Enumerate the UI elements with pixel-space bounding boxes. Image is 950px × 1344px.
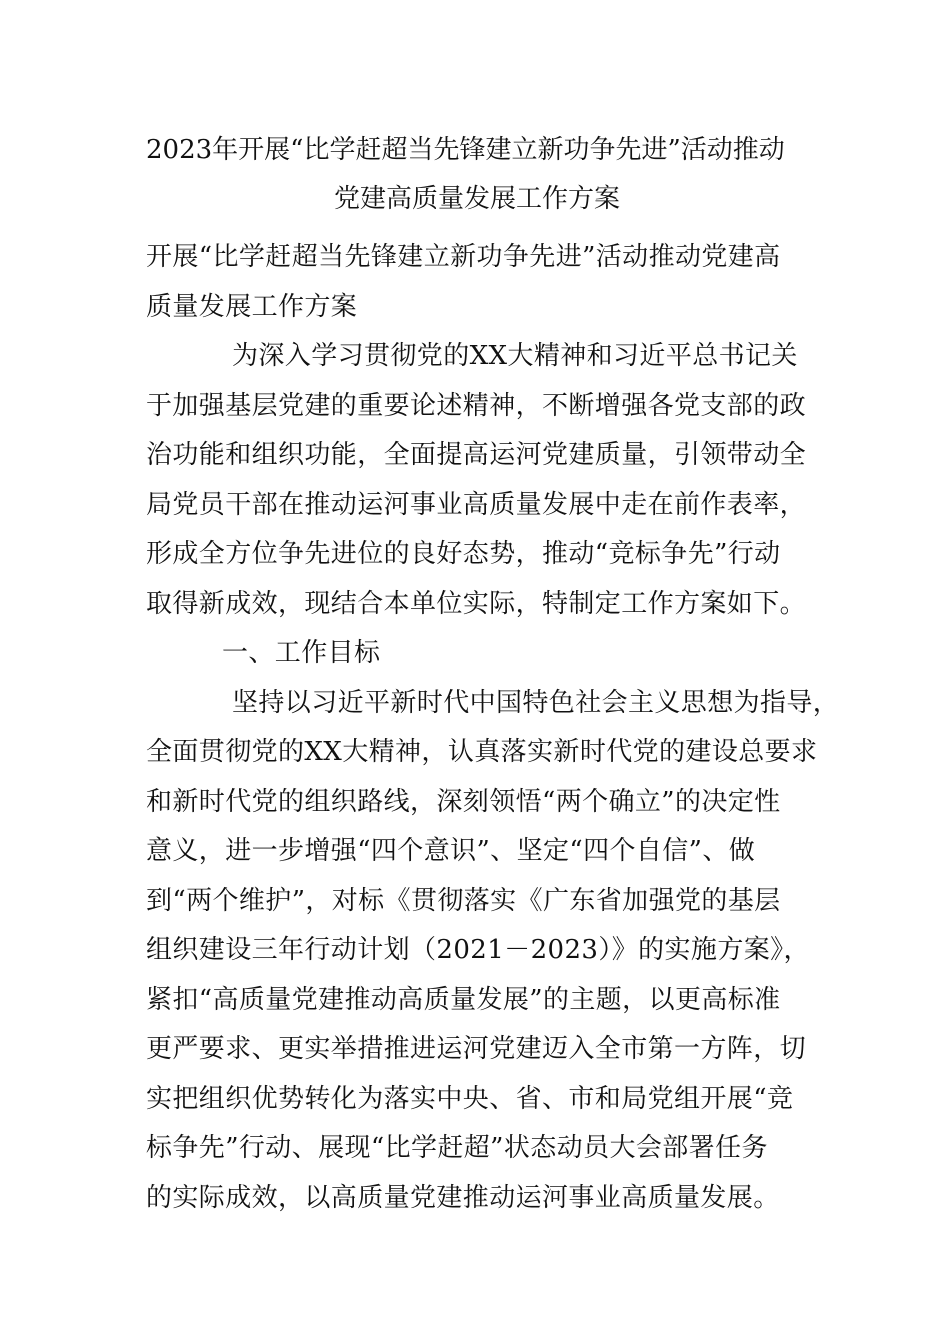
section-paragraph-line: 标争先”行动、展现“比学赶超”状态动员大会部署任务 [146, 1133, 768, 1163]
section-paragraph-line: 实把组织优势转化为落实中央、省、市和局党组开展“竞 [146, 1083, 794, 1114]
document-title-line-2: 党建高质量发展工作方案 [334, 184, 621, 214]
section-paragraph-line: 到“两个维护”，对标《贯彻落实《广东省加强党的基层 [146, 885, 781, 916]
intro-paragraph-line: 为深入学习贯彻党的XX大精神和习近平总书记关 [232, 341, 798, 371]
intro-paragraph-line: 治功能和组织功能，全面提高运河党建质量，引领带动全 [146, 440, 807, 470]
section-paragraph-line: 更严要求、更实举措推进运河党建迈入全市第一方阵，切 [146, 1034, 807, 1064]
intro-paragraph-line: 局党员干部在推动运河事业高质量发展中走在前作表率， [146, 489, 807, 520]
subtitle-line-1: 开展“比学赶超当先锋建立新功争先进”活动推动党建高 [146, 242, 781, 272]
section-paragraph-line: 和新时代党的组织路线，深刻领悟“两个确立”的决定性 [146, 786, 781, 817]
intro-paragraph-line: 取得新成效，现结合本单位实际，特制定工作方案如下。 [146, 588, 807, 619]
intro-paragraph-line: 于加强基层党建的重要论述精神，不断增强各党支部的政 [146, 390, 807, 421]
subtitle-line-2: 质量发展工作方案 [146, 291, 358, 322]
section-paragraph-line: 组织建设三年行动计划（2021－2023）》的实施方案》， [146, 935, 810, 965]
section-paragraph-line: 全面贯彻党的XX大精神，认真落实新时代党的建设总要求 [146, 737, 818, 767]
document-body [146, 233, 840, 1223]
section-paragraph-line: 坚持以习近平新时代中国特色社会主义思想为指导， [232, 687, 840, 718]
section-paragraph-line: 意义，进一步增强“四个意识”、坚定“四个自信”、做 [146, 836, 756, 866]
section-heading: 一、工作目标 [222, 638, 381, 668]
section-paragraph-line: 紧扣“高质量党建推动高质量发展”的主题，以更高标准 [146, 984, 781, 1015]
document-title-line-1: 2023年开展“比学赶超当先锋建立新功争先进”活动推动 [146, 135, 785, 165]
intro-paragraph-line: 形成全方位争先进位的良好态势，推动“竞标争先”行动 [146, 539, 781, 569]
section-paragraph-line: 的实际成效，以高质量党建推动运河事业高质量发展。 [146, 1182, 780, 1213]
